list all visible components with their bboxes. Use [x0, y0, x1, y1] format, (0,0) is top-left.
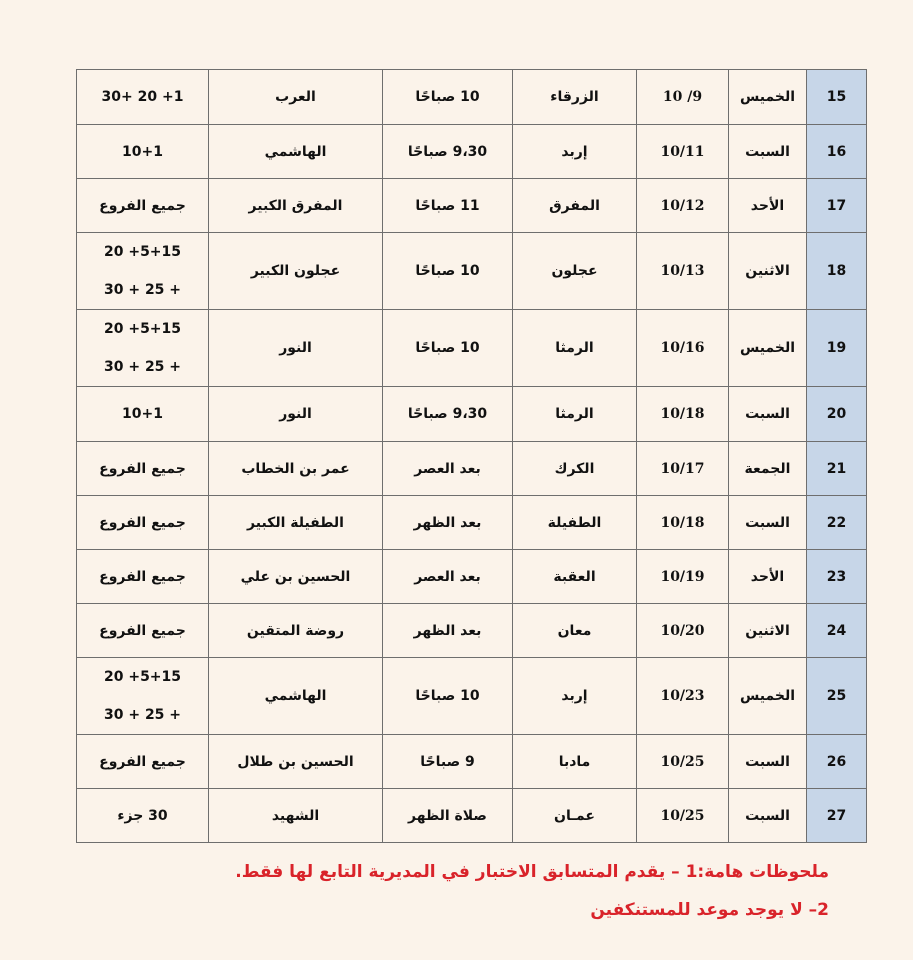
- time-cell: 11 صباحًا: [383, 179, 513, 233]
- city-cell: العقبة: [513, 550, 637, 604]
- time-cell: صلاة الظهر: [383, 789, 513, 843]
- notes: [235, 858, 829, 924]
- day-cell: السبت: [729, 387, 807, 442]
- day-cell: السبت: [729, 735, 807, 789]
- schedule-row: [77, 496, 867, 550]
- branches-cell: [77, 179, 209, 233]
- venue-cell: المفرق الكبير: [209, 179, 383, 233]
- branches-line: 30 جزء: [117, 807, 168, 824]
- time-cell: 10 صباحًا: [383, 310, 513, 387]
- day-cell: السبت: [729, 125, 807, 179]
- time-cell: 10 صباحًا: [383, 233, 513, 310]
- venue-cell: الطفيلة الكبير: [209, 496, 383, 550]
- branches-cell: [77, 442, 209, 496]
- city-cell: عجلون: [513, 233, 637, 310]
- day-cell: الخميس: [729, 658, 807, 735]
- row-number-cell: 21: [807, 442, 867, 496]
- day-cell: الخميس: [729, 70, 807, 125]
- date-cell: 10/13: [637, 233, 729, 310]
- row-number-cell: 25: [807, 658, 867, 735]
- branches-line: 5+15+ 20: [103, 321, 182, 337]
- city-cell: الكرك: [513, 442, 637, 496]
- schedule-row: [77, 550, 867, 604]
- venue-cell: النور: [209, 387, 383, 442]
- date-cell: 10/18: [637, 496, 729, 550]
- branches-line: جميع الفروع: [99, 460, 186, 477]
- branches-line: + 25 + 30: [103, 359, 182, 375]
- branches-cell: [77, 789, 209, 843]
- branches-line: جميع الفروع: [99, 514, 186, 531]
- schedule-row: [77, 789, 867, 843]
- row-number-cell: 17: [807, 179, 867, 233]
- schedule-row: [77, 310, 867, 387]
- time-cell: 10 صباحًا: [383, 70, 513, 125]
- branches-line: جميع الفروع: [99, 568, 186, 585]
- date-cell: 10/25: [637, 735, 729, 789]
- venue-cell: النور: [209, 310, 383, 387]
- branches-line: جميع الفروع: [99, 197, 186, 214]
- venue-cell: الحسين بن طلال: [209, 735, 383, 789]
- branches-line: جميع الفروع: [99, 753, 186, 770]
- row-number-cell: 22: [807, 496, 867, 550]
- venue-cell: العرب: [209, 70, 383, 125]
- schedule-row: [77, 387, 867, 442]
- day-cell: السبت: [729, 789, 807, 843]
- day-cell: الأحد: [729, 179, 807, 233]
- schedule-row: [77, 604, 867, 658]
- schedule-row: [77, 70, 867, 125]
- city-cell: إربد: [513, 125, 637, 179]
- day-cell: الأحد: [729, 550, 807, 604]
- branches-line: + 25 + 30: [103, 282, 182, 298]
- schedule-row: [77, 179, 867, 233]
- day-cell: الجمعة: [729, 442, 807, 496]
- date-cell: 10/18: [637, 387, 729, 442]
- branches-line: 1+ 20 +30: [101, 89, 184, 105]
- date-cell: 10 /9: [637, 70, 729, 125]
- branches-cell: [77, 735, 209, 789]
- city-cell: عمـان: [513, 789, 637, 843]
- date-cell: 10/17: [637, 442, 729, 496]
- city-cell: إربد: [513, 658, 637, 735]
- row-number-cell: 18: [807, 233, 867, 310]
- date-cell: 10/23: [637, 658, 729, 735]
- branches-cell: [77, 604, 209, 658]
- branches-cell: [77, 70, 209, 125]
- day-cell: الخميس: [729, 310, 807, 387]
- branches-cell: [77, 550, 209, 604]
- date-cell: 10/11: [637, 125, 729, 179]
- row-number-cell: 23: [807, 550, 867, 604]
- date-cell: 10/25: [637, 789, 729, 843]
- branches-line: 5+15+ 20: [103, 669, 182, 685]
- branches-cell: [77, 233, 209, 310]
- schedule-row: [77, 658, 867, 735]
- city-cell: مادبا: [513, 735, 637, 789]
- note-2: 2– لا يوجد موعد للمستنكفين: [590, 900, 829, 920]
- row-number-cell: 24: [807, 604, 867, 658]
- schedule-row: [77, 735, 867, 789]
- branches-cell: [77, 125, 209, 179]
- branches-line: جميع الفروع: [99, 622, 186, 639]
- time-cell: بعد العصر: [383, 550, 513, 604]
- city-cell: معان: [513, 604, 637, 658]
- schedule-body: [77, 70, 867, 843]
- branches-line: 10+1: [122, 406, 163, 422]
- schedule-row: [77, 233, 867, 310]
- city-cell: الطفيلة: [513, 496, 637, 550]
- competition-schedule-table: [76, 69, 867, 843]
- time-cell: بعد الظهر: [383, 496, 513, 550]
- date-cell: 10/20: [637, 604, 729, 658]
- venue-cell: الهاشمي: [209, 658, 383, 735]
- day-cell: الاثنين: [729, 604, 807, 658]
- branches-cell: [77, 658, 209, 735]
- note-1: ملحوظات هامة:1 – يقدم المتسابق الاختبار في المديرية التابع لها فقط.: [235, 862, 829, 882]
- schedule-row: [77, 125, 867, 179]
- branches-line: 5+15+ 20: [103, 244, 182, 260]
- time-cell: بعد العصر: [383, 442, 513, 496]
- time-cell: 10 صباحًا: [383, 658, 513, 735]
- schedule-row: [77, 442, 867, 496]
- time-cell: بعد الظهر: [383, 604, 513, 658]
- venue-cell: الحسين بن علي: [209, 550, 383, 604]
- row-number-cell: 20: [807, 387, 867, 442]
- city-cell: المفرق: [513, 179, 637, 233]
- venue-cell: الهاشمي: [209, 125, 383, 179]
- day-cell: الاثنين: [729, 233, 807, 310]
- city-cell: الرمثا: [513, 310, 637, 387]
- branches-line: + 25 + 30: [103, 707, 182, 723]
- branches-line: 10+1: [122, 143, 163, 160]
- row-number-cell: 27: [807, 789, 867, 843]
- row-number-cell: 26: [807, 735, 867, 789]
- venue-cell: عمر بن الخطاب: [209, 442, 383, 496]
- venue-cell: روضة المتقين: [209, 604, 383, 658]
- row-number-cell: 16: [807, 125, 867, 179]
- city-cell: الرمثا: [513, 387, 637, 442]
- row-number-cell: 19: [807, 310, 867, 387]
- branches-cell: [77, 310, 209, 387]
- date-cell: 10/12: [637, 179, 729, 233]
- date-cell: 10/19: [637, 550, 729, 604]
- city-cell: الزرقاء: [513, 70, 637, 125]
- time-cell: 9،30 صباحًا: [383, 387, 513, 442]
- row-number-cell: 15: [807, 70, 867, 125]
- date-cell: 10/16: [637, 310, 729, 387]
- time-cell: 9 صباحًا: [383, 735, 513, 789]
- branches-cell: [77, 496, 209, 550]
- venue-cell: عجلون الكبير: [209, 233, 383, 310]
- day-cell: السبت: [729, 496, 807, 550]
- venue-cell: الشهيد: [209, 789, 383, 843]
- branches-cell: [77, 387, 209, 442]
- time-cell: 9،30 صباحًا: [383, 125, 513, 179]
